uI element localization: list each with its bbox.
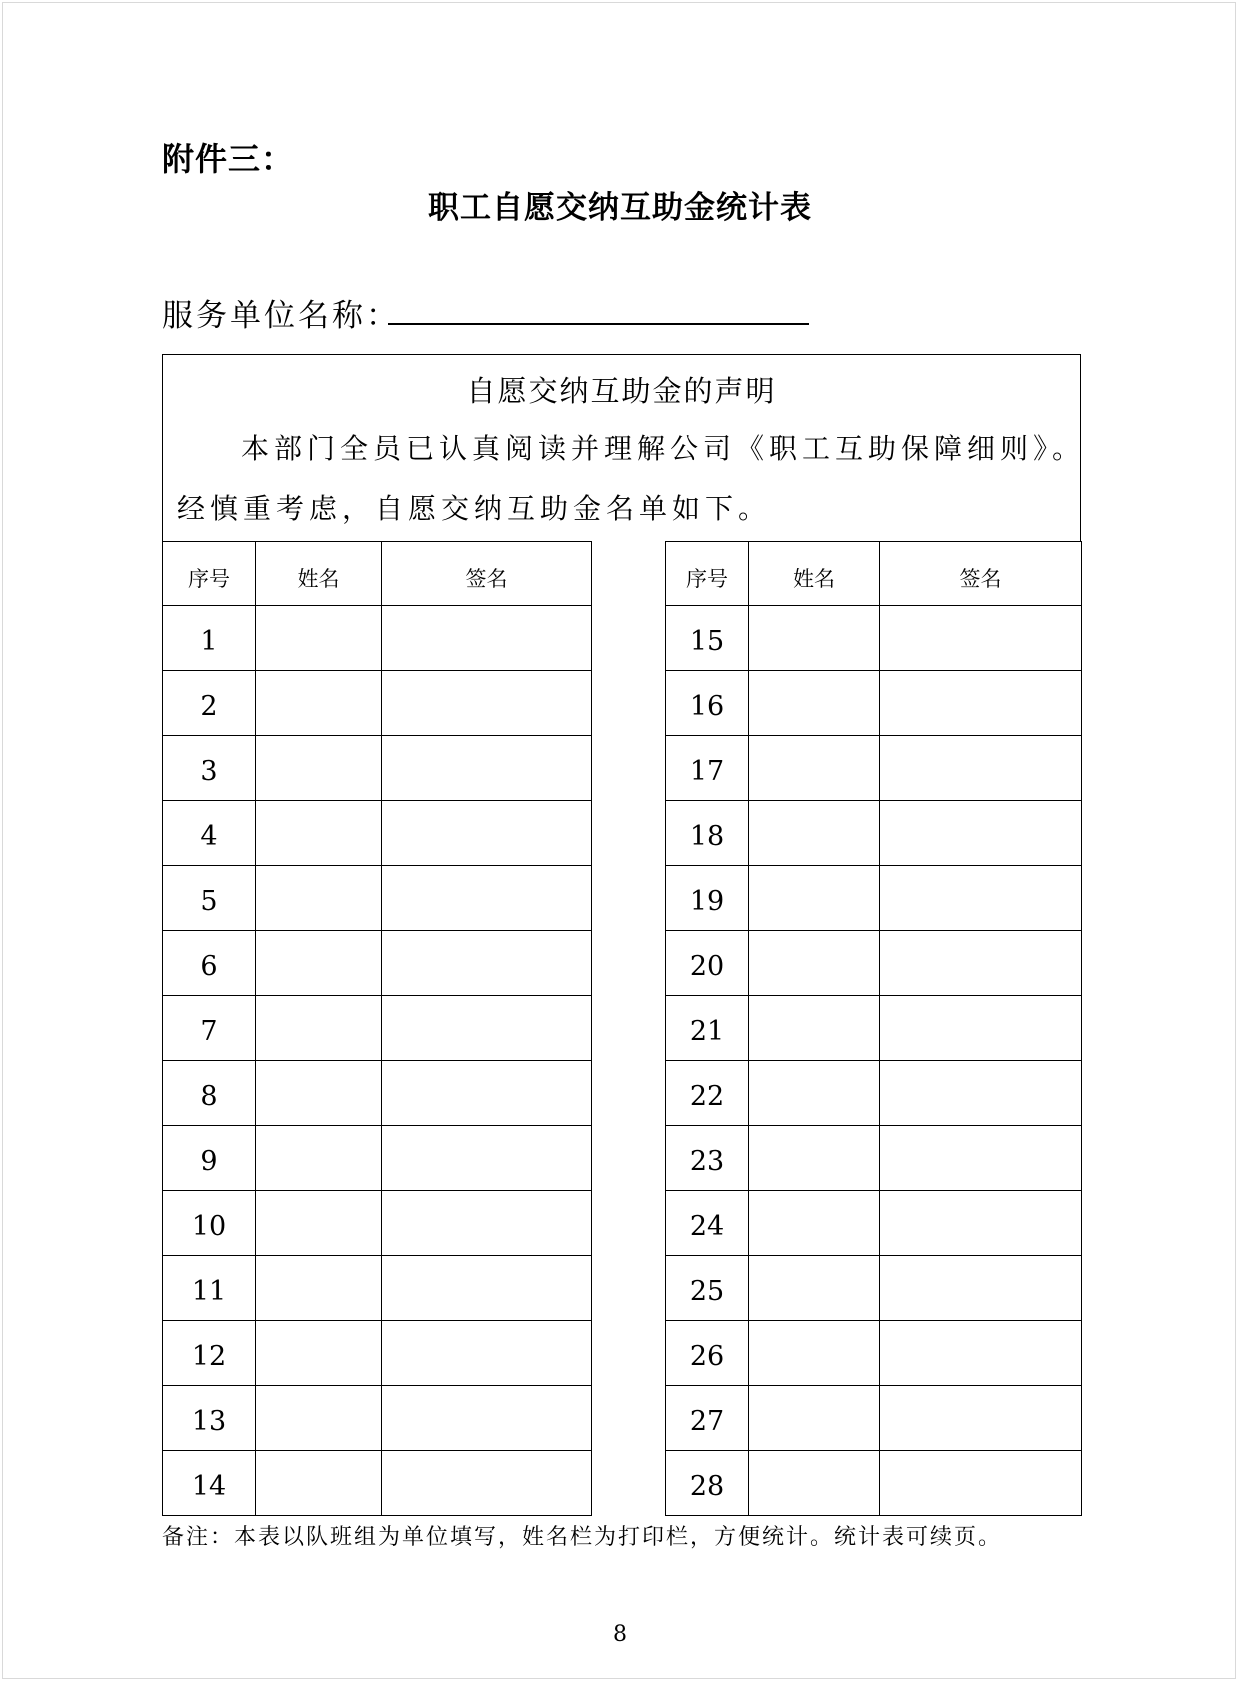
name-cell[interactable] — [749, 866, 880, 931]
name-cell[interactable] — [256, 1256, 382, 1321]
signature-cell[interactable] — [880, 1191, 1082, 1256]
table-row — [666, 931, 1082, 996]
name-cell[interactable] — [749, 1321, 880, 1386]
table-row — [666, 1321, 1082, 1386]
name-cell[interactable] — [749, 996, 880, 1061]
signature-cell[interactable] — [382, 931, 592, 996]
signature-cell[interactable] — [382, 1191, 592, 1256]
table-row — [666, 1191, 1082, 1256]
row-number: 17 — [666, 736, 749, 801]
signature-cell[interactable] — [382, 1321, 592, 1386]
table-row — [163, 1321, 592, 1386]
table-row — [666, 866, 1082, 931]
name-cell[interactable] — [256, 1386, 382, 1451]
table-row — [666, 801, 1082, 866]
table-row — [163, 801, 592, 866]
signature-cell[interactable] — [880, 1126, 1082, 1191]
signature-cell[interactable] — [880, 606, 1082, 671]
name-cell[interactable] — [256, 866, 382, 931]
row-number: 23 — [666, 1126, 749, 1191]
header-signature: 签名 — [880, 542, 1082, 606]
signature-cell[interactable] — [880, 1386, 1082, 1451]
table-row — [163, 1386, 592, 1451]
table-row — [666, 1386, 1082, 1451]
header-name: 姓名 — [749, 542, 880, 606]
row-number: 19 — [666, 866, 749, 931]
row-number: 1 — [163, 606, 256, 671]
row-number: 14 — [163, 1451, 256, 1516]
table-row — [666, 1451, 1082, 1516]
name-cell[interactable] — [256, 1126, 382, 1191]
signature-cell[interactable] — [382, 1126, 592, 1191]
name-cell[interactable] — [256, 1061, 382, 1126]
name-cell[interactable] — [256, 801, 382, 866]
name-cell[interactable] — [749, 1191, 880, 1256]
table-header-row — [666, 542, 1082, 606]
name-cell[interactable] — [749, 801, 880, 866]
row-number: 22 — [666, 1061, 749, 1126]
signature-cell[interactable] — [382, 996, 592, 1061]
signature-cell[interactable] — [382, 1256, 592, 1321]
table-row — [666, 1061, 1082, 1126]
signature-cell[interactable] — [880, 801, 1082, 866]
name-cell[interactable] — [749, 1256, 880, 1321]
table-row — [163, 1061, 592, 1126]
row-number: 9 — [163, 1126, 256, 1191]
table-row — [163, 866, 592, 931]
signature-cell[interactable] — [382, 801, 592, 866]
table-row — [163, 606, 592, 671]
row-number: 16 — [666, 671, 749, 736]
row-number: 5 — [163, 866, 256, 931]
name-cell[interactable] — [256, 996, 382, 1061]
row-number: 26 — [666, 1321, 749, 1386]
row-number: 18 — [666, 801, 749, 866]
signature-cell[interactable] — [382, 1386, 592, 1451]
row-number: 25 — [666, 1256, 749, 1321]
name-cell[interactable] — [749, 1386, 880, 1451]
table-row — [163, 996, 592, 1061]
signature-cell[interactable] — [880, 1256, 1082, 1321]
row-number: 10 — [163, 1191, 256, 1256]
signature-cell[interactable] — [880, 1321, 1082, 1386]
header-seq: 序号 — [163, 542, 256, 606]
signature-cell[interactable] — [880, 1451, 1082, 1516]
name-cell[interactable] — [256, 606, 382, 671]
table-row — [163, 931, 592, 996]
name-cell[interactable] — [749, 606, 880, 671]
row-number: 28 — [666, 1451, 749, 1516]
row-number: 11 — [163, 1256, 256, 1321]
roster-table-left — [162, 541, 592, 1516]
row-number: 8 — [163, 1061, 256, 1126]
name-cell[interactable] — [749, 1451, 880, 1516]
name-cell[interactable] — [749, 1061, 880, 1126]
name-cell[interactable] — [749, 1126, 880, 1191]
unit-name-label: 服务单位名称： — [162, 298, 400, 334]
statement-line-2: 经慎重考虑，自愿交纳互助金名单如下。 — [177, 492, 772, 525]
table-row — [163, 671, 592, 736]
header-signature: 签名 — [382, 542, 592, 606]
statement-line-1: 本部门全员已认真阅读并理解公司《职工互助保障细则》。 — [241, 432, 1086, 465]
name-cell[interactable] — [749, 671, 880, 736]
signature-cell[interactable] — [382, 606, 592, 671]
name-cell[interactable] — [256, 1451, 382, 1516]
name-cell[interactable] — [256, 931, 382, 996]
signature-cell[interactable] — [880, 671, 1082, 736]
footnote: 备注：本表以队班组为单位填写，姓名栏为打印栏，方便统计。统计表可续页。 — [162, 1525, 1003, 1550]
table-row — [163, 1126, 592, 1191]
signature-cell[interactable] — [880, 1061, 1082, 1126]
table-row — [163, 1451, 592, 1516]
table-row — [666, 671, 1082, 736]
attachment-label: 附件三： — [162, 140, 295, 178]
table-row — [163, 1256, 592, 1321]
row-number: 6 — [163, 931, 256, 996]
row-number: 13 — [163, 1386, 256, 1451]
signature-cell[interactable] — [880, 931, 1082, 996]
name-cell[interactable] — [256, 736, 382, 801]
document-title: 职工自愿交纳互助金统计表 — [428, 190, 812, 226]
signature-cell[interactable] — [880, 866, 1082, 931]
row-number: 3 — [163, 736, 256, 801]
header-name: 姓名 — [256, 542, 382, 606]
signature-cell[interactable] — [382, 736, 592, 801]
table-row — [163, 1191, 592, 1256]
table-row — [666, 1256, 1082, 1321]
header-seq: 序号 — [666, 542, 749, 606]
row-number: 7 — [163, 996, 256, 1061]
signature-cell[interactable] — [880, 736, 1082, 801]
row-number: 4 — [163, 801, 256, 866]
row-number: 27 — [666, 1386, 749, 1451]
row-number: 15 — [666, 606, 749, 671]
table-row — [666, 1126, 1082, 1191]
statement-box — [162, 354, 1086, 542]
name-cell[interactable] — [256, 1191, 382, 1256]
roster-table-right — [665, 541, 1082, 1516]
table-row — [163, 736, 592, 801]
row-number: 12 — [163, 1321, 256, 1386]
row-number: 2 — [163, 671, 256, 736]
table-header-row — [163, 542, 592, 606]
statement-title: 自愿交纳互助金的声明 — [466, 374, 777, 408]
signature-cell[interactable] — [880, 996, 1082, 1061]
name-cell[interactable] — [256, 671, 382, 736]
name-cell[interactable] — [749, 736, 880, 801]
signature-cell[interactable] — [382, 1451, 592, 1516]
name-cell[interactable] — [749, 931, 880, 996]
signature-cell[interactable] — [382, 866, 592, 931]
signature-cell[interactable] — [382, 671, 592, 736]
row-number: 24 — [666, 1191, 749, 1256]
table-row — [666, 996, 1082, 1061]
unit-name-field[interactable] — [388, 323, 809, 325]
table-row — [666, 736, 1082, 801]
table-row — [666, 606, 1082, 671]
signature-cell[interactable] — [382, 1061, 592, 1126]
row-number: 20 — [666, 931, 749, 996]
name-cell[interactable] — [256, 1321, 382, 1386]
row-number: 21 — [666, 996, 749, 1061]
page-number: 8 — [613, 1622, 627, 1647]
